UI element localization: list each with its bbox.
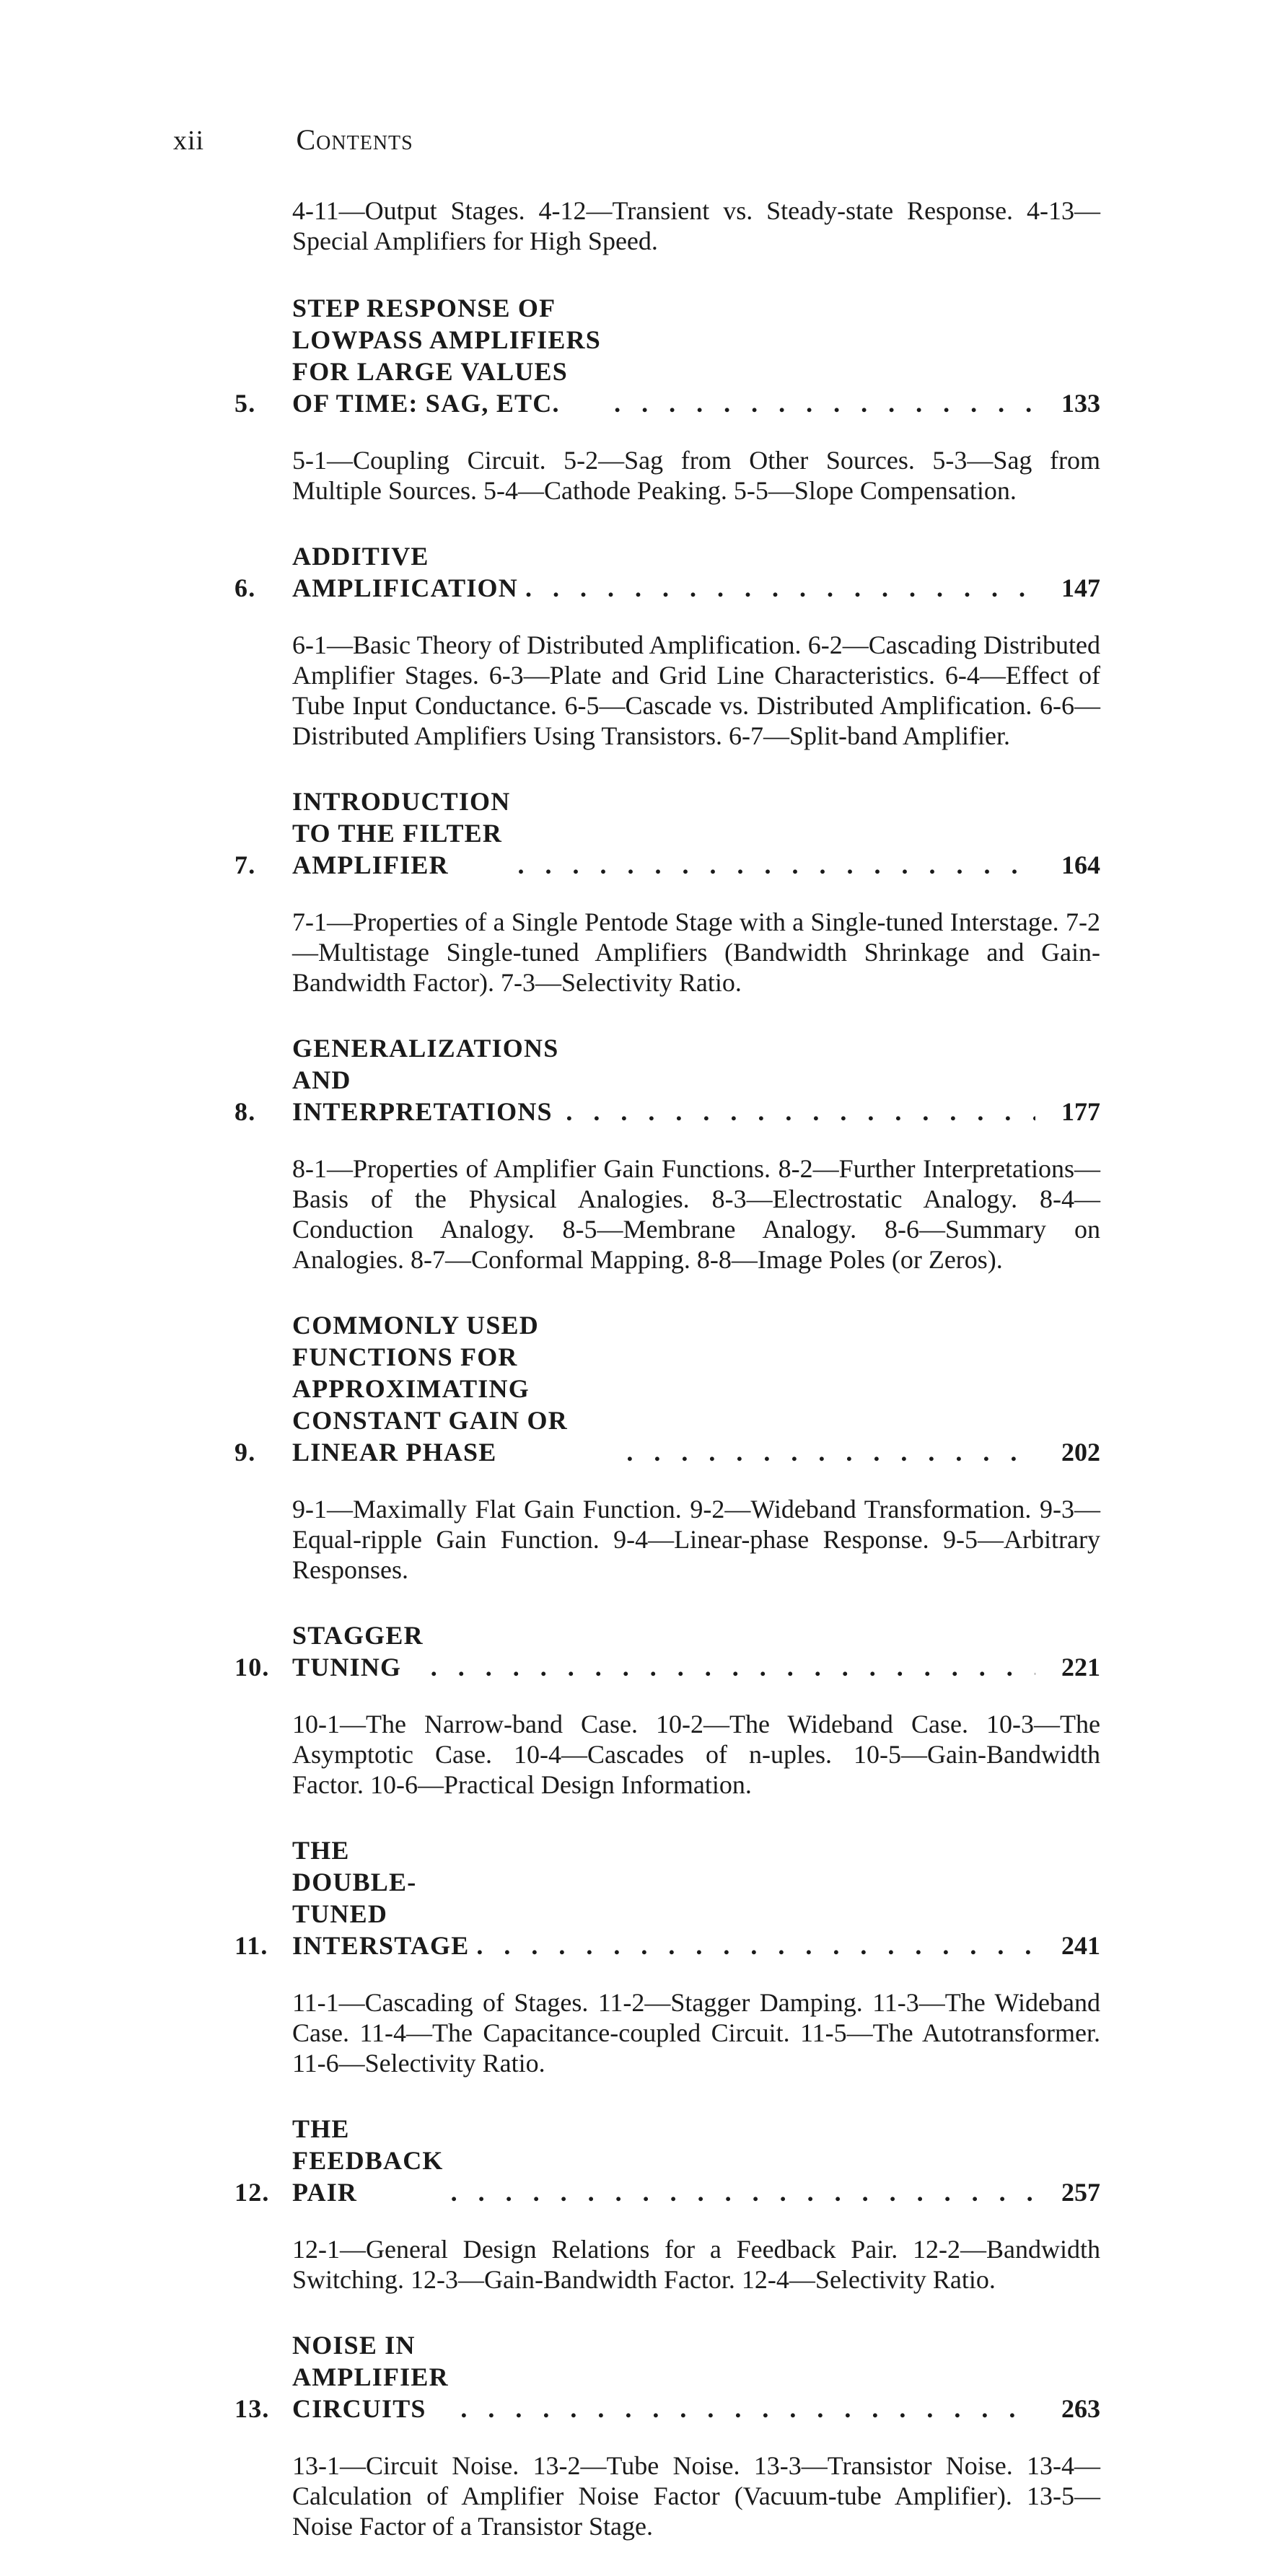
chapter-number: 6.: [234, 573, 256, 602]
chapter-title: GENERALIZATIONS AND INTERPRETATIONS: [292, 1034, 559, 1126]
chapter-number: 5.: [234, 389, 256, 418]
chapter-page-number: 241: [1061, 1931, 1100, 1960]
chapter-sections: 8-1—Properties of Amplifier Gain Functions. 8-2—Further Interpretations—Basis of the Physical Analogies. 8-3—Electrostatic Analogy. 8-4—Conduction Analogy. 8-5—Membrane Analogy. 8-6—Summary on Analogies. 8-7—Conformal Mapping. 8-8—Image Poles (or Zeros).: [292, 1154, 1100, 1274]
chapter-title: ADDITIVE AMPLIFICATION: [292, 542, 518, 602]
chapter-number: 11.: [234, 1931, 268, 1960]
chapter-sections: 6-1—Basic Theory of Distributed Amplification. 6-2—Cascading Distributed Amplifier Stages. 6-3—Plate and Grid Line Characteristics. 6-4—Effect of Tube Input Conductance. 6-5—Cascade vs. Distributed Amplification. 6-6—Distributed Amplifiers Using Transistors. 6-7—Split-band Amplifier.: [292, 630, 1100, 750]
dot-leader: [619, 1436, 1035, 1468]
chapter-page-number: 221: [1061, 1653, 1100, 1682]
chapter-title: THE FEEDBACK PAIR: [292, 2114, 444, 2207]
chapter-page-number: 257: [1061, 2178, 1100, 2207]
dot-leader: [453, 2393, 1035, 2425]
chapter-page-number: 133: [1061, 389, 1100, 418]
chapter-sections: 11-1—Cascading of Stages. 11-2—Stagger Damping. 11-3—The Wideband Case. 11-4—The Capacitance-coupled Circuit. 11-5—The Autotransformer. 11-6—Selectivity Ratio.: [292, 1988, 1100, 2078]
chapter-heading[interactable]: [234, 1834, 1100, 1961]
chapter-number: 7.: [234, 850, 256, 879]
chapter-page-number: 202: [1061, 1438, 1100, 1467]
chapter-heading[interactable]: [234, 786, 1100, 881]
toc-chapter: [234, 292, 1100, 506]
chapter-number: 12.: [234, 2178, 270, 2207]
chapter-title: STEP RESPONSE OF LOWPASS AMPLIFIERS FOR LARGE VALUES OF TIME: SAG, ETC.: [292, 294, 602, 418]
chapter-title: THE DOUBLE-TUNED INTERSTAGE: [292, 1836, 470, 1960]
toc-chapter: [234, 786, 1100, 998]
chapter-heading[interactable]: [234, 2329, 1100, 2425]
chapter-title: COMMONLY USED FUNCTIONS FOR APPROXIMATING CONSTANT GAIN OR LINEAR PHASE: [292, 1311, 568, 1467]
toc-chapter: [234, 1619, 1100, 1800]
chapter-title: STAGGER TUNING: [292, 1621, 424, 1682]
chapter-heading[interactable]: [234, 292, 1100, 419]
toc-chapter: [234, 2113, 1100, 2295]
chapter-heading[interactable]: [234, 1619, 1100, 1683]
continuation-sections: 4-11—Output Stages. 4-12—Transient vs. Steady-state Response. 4-13—Special Amplifiers for High Speed.: [292, 196, 1100, 255]
chapter-page-number: 177: [1061, 1097, 1100, 1126]
chapter-heading[interactable]: [234, 1309, 1100, 1468]
dot-leader: [510, 849, 1035, 881]
chapter-sections: 7-1—Properties of a Single Pentode Stage with a Single-tuned Interstage. 7-2—Multistage Single-tuned Amplifiers (Bandwidth Shrinkage and Gain-Bandwidth Factor). 7-3—Selectivity Ratio.: [292, 907, 1100, 997]
chapter-title: INTRODUCTION TO THE FILTER AMPLIFIER: [292, 787, 511, 879]
chapter-page-number: 147: [1061, 573, 1100, 602]
toc-chapter: [234, 540, 1100, 751]
chapter-sections: 10-1—The Narrow-band Case. 10-2—The Wideband Case. 10-3—The Asymptotic Case. 10-4—Cascades of n-uples. 10-5—Gain-Bandwidth Factor. 10-6—Practical Design Information.: [292, 1710, 1100, 1799]
dot-leader: [518, 572, 1035, 604]
chapter-number: 10.: [234, 1653, 270, 1682]
dot-leader: [424, 1651, 1035, 1683]
chapter-page-number: 164: [1061, 850, 1100, 879]
chapter-sections: 12-1—General Design Relations for a Feedback Pair. 12-2—Bandwidth Switching. 12-3—Gain-Bandwidth Factor. 12-4—Selectivity Ratio.: [292, 2235, 1100, 2294]
dot-leader: [444, 2176, 1035, 2208]
dot-leader: [558, 1096, 1035, 1127]
chapter-heading[interactable]: [234, 2113, 1100, 2208]
chapter-sections: 13-1—Circuit Noise. 13-2—Tube Noise. 13-3—Transistor Noise. 13-4—Calculation of Amplifier Noise Factor (Vacuum-tube Amplifier). 13-5—Noise Factor of a Transistor Stage.: [292, 2451, 1100, 2541]
toc-chapter: [234, 1834, 1100, 2078]
chapter-list: [234, 292, 1100, 2541]
toc-chapter: [234, 2329, 1100, 2541]
chapter-heading[interactable]: [234, 540, 1100, 604]
chapter-heading[interactable]: [234, 1032, 1100, 1127]
page-header: [173, 123, 413, 157]
chapter-number: 8.: [234, 1097, 256, 1126]
chapter-number: 9.: [234, 1438, 256, 1467]
page-number: xii: [173, 126, 205, 156]
table-of-contents: [234, 170, 1100, 2576]
chapter-sections: 9-1—Maximally Flat Gain Function. 9-2—Wideband Transformation. 9-3—Equal-ripple Gain Function. 9-4—Linear-phase Response. 9-5—Arbitrary Responses.: [292, 1495, 1100, 1584]
dot-leader: [469, 1930, 1035, 1961]
running-head: Contents: [296, 123, 413, 156]
toc-chapter: [234, 1032, 1100, 1275]
chapter-title: NOISE IN AMPLIFIER CIRCUITS: [292, 2331, 449, 2423]
toc-chapter: [234, 1309, 1100, 1585]
dot-leader: [607, 387, 1035, 419]
chapter-sections: 5-1—Coupling Circuit. 5-2—Sag from Other Sources. 5-3—Sag from Multiple Sources. 5-4—Cathode Peaking. 5-5—Slope Compensation.: [292, 446, 1100, 505]
chapter-number: 13.: [234, 2394, 270, 2423]
chapter-page-number: 263: [1061, 2394, 1100, 2423]
